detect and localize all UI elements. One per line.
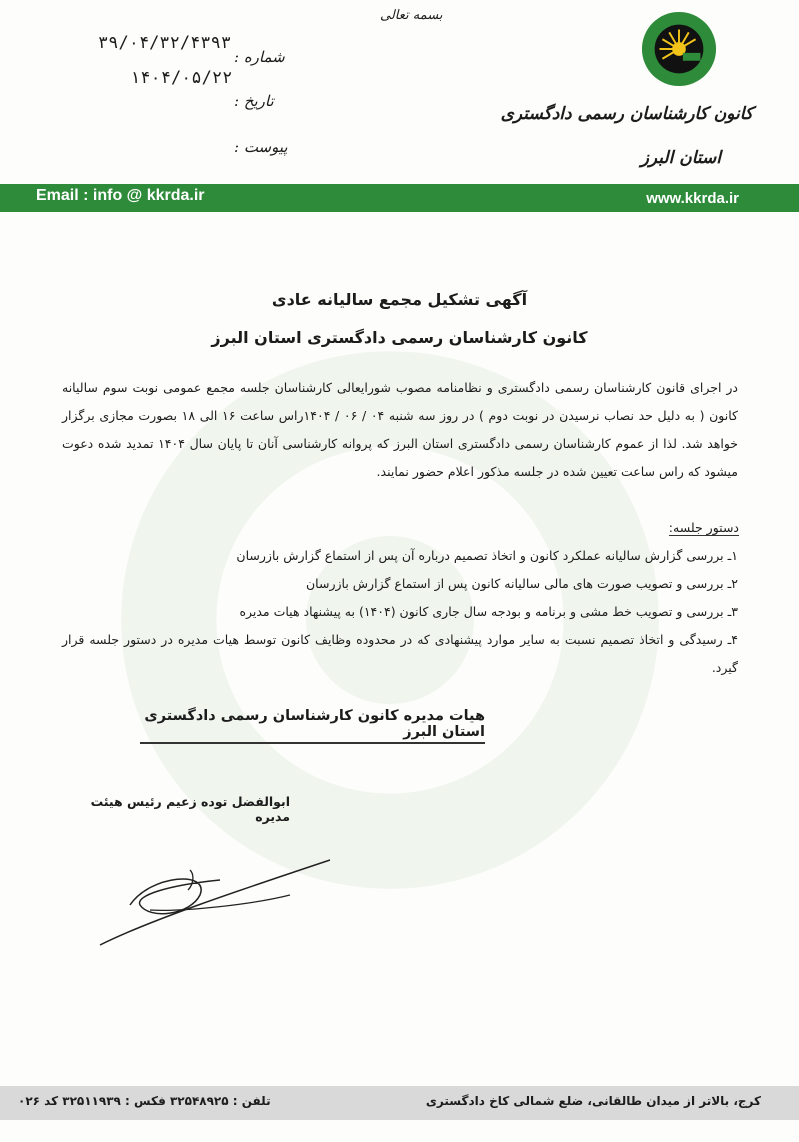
attachment-label: پیوست : [234, 138, 288, 156]
email-address: Email : info @ kkrda.ir [36, 187, 205, 204]
sunburst-logo-icon [640, 10, 718, 88]
announcement-body: در اجرای قانون کارشناسان رسمی دادگستری و نظامنامه مصوب شورایعالی کارشناسان جلسه مجمع عمومی نوبت سوم سالیانه کانون ( به دلیل حد نصاب نرسیدن در نوبت دوم ) در روز سه شنبه ۰۴ / ۰۶ / ۱۴۰۴راس ساعت ۱۶ الی ۱۸ بصورت مجازی برگزار خواهد شد. لذا از عموم کارشناسان رسمی دادگستری استان البرز که پروانه کارشناسی آنان تا پایان سال ۱۴۰۴ تمدید شده دعوت میشود که راس ساعت تعیین شده در جلسه مذکور اعلام حضور نمایند. [62, 380, 739, 479]
basmala: بسمه تعالی [380, 8, 443, 23]
letter-number: ۳۹/۰۴/۳۲/۴۳۹۳ [98, 33, 232, 53]
website-address: www.kkrda.ir [646, 190, 739, 207]
agenda-title: دستور جلسه: [668, 520, 739, 535]
agenda-item: ۱ـ بررسی گزارش سالیانه عملکرد کانون و اتخاذ تصمیم درباره آن پس از استماع گزارش بازرسان [236, 548, 738, 563]
contact-bar [0, 184, 799, 212]
letter-date: ۱۴۰۴/۰۵/۲۲ [130, 68, 233, 88]
handwritten-signature [90, 850, 340, 950]
board-signature-line: هیات مدیره کانون کارشناسان رسمی دادگستری استان البرز [140, 708, 485, 744]
org-province: استان البرز [640, 148, 721, 168]
footer-bar [0, 1086, 799, 1120]
org-name: کانون کارشناسان رسمی دادگستری [500, 104, 753, 124]
signer-name: ابوالفضل توده زعیم رئیس هیئت مدیره [90, 794, 290, 824]
footer-phone-fax: تلفن : ۳۲۵۴۸۹۲۵ فکس : ۳۲۵۱۱۹۳۹ کد ۰۲۶ [18, 1094, 271, 1108]
announcement-subtitle: کانون کارشناسان رسمی دادگستری استان البرز [211, 328, 588, 347]
announcement-title: آگهی تشکیل مجمع سالیانه عادی [271, 290, 528, 309]
number-label: شماره : [234, 48, 285, 66]
footer-address: کرج، بالاتر از میدان طالقانی، ضلع شمالی کاخ دادگستری [425, 1094, 761, 1108]
agenda-item: ۲ـ بررسی و تصویب صورت های مالی سالیانه کانون پس از استماع گزارش بازرسان [306, 576, 738, 591]
agenda-list [62, 542, 738, 682]
date-label: تاریخ : [234, 92, 274, 110]
agenda-item: ۳ـ بررسی و تصویب خط مشی و برنامه و بودجه سال جاری کانون (۱۴۰۴) به پیشنهاد هیات مدیره [239, 604, 738, 619]
agenda-item: ۴ـ رسیدگی و اتخاذ تصمیم نسبت به سایر موارد پیشنهادی که در محدوده وظایف کانون توسط هیات مدیره در دستور جلسه قرار گیرد. [62, 632, 738, 675]
